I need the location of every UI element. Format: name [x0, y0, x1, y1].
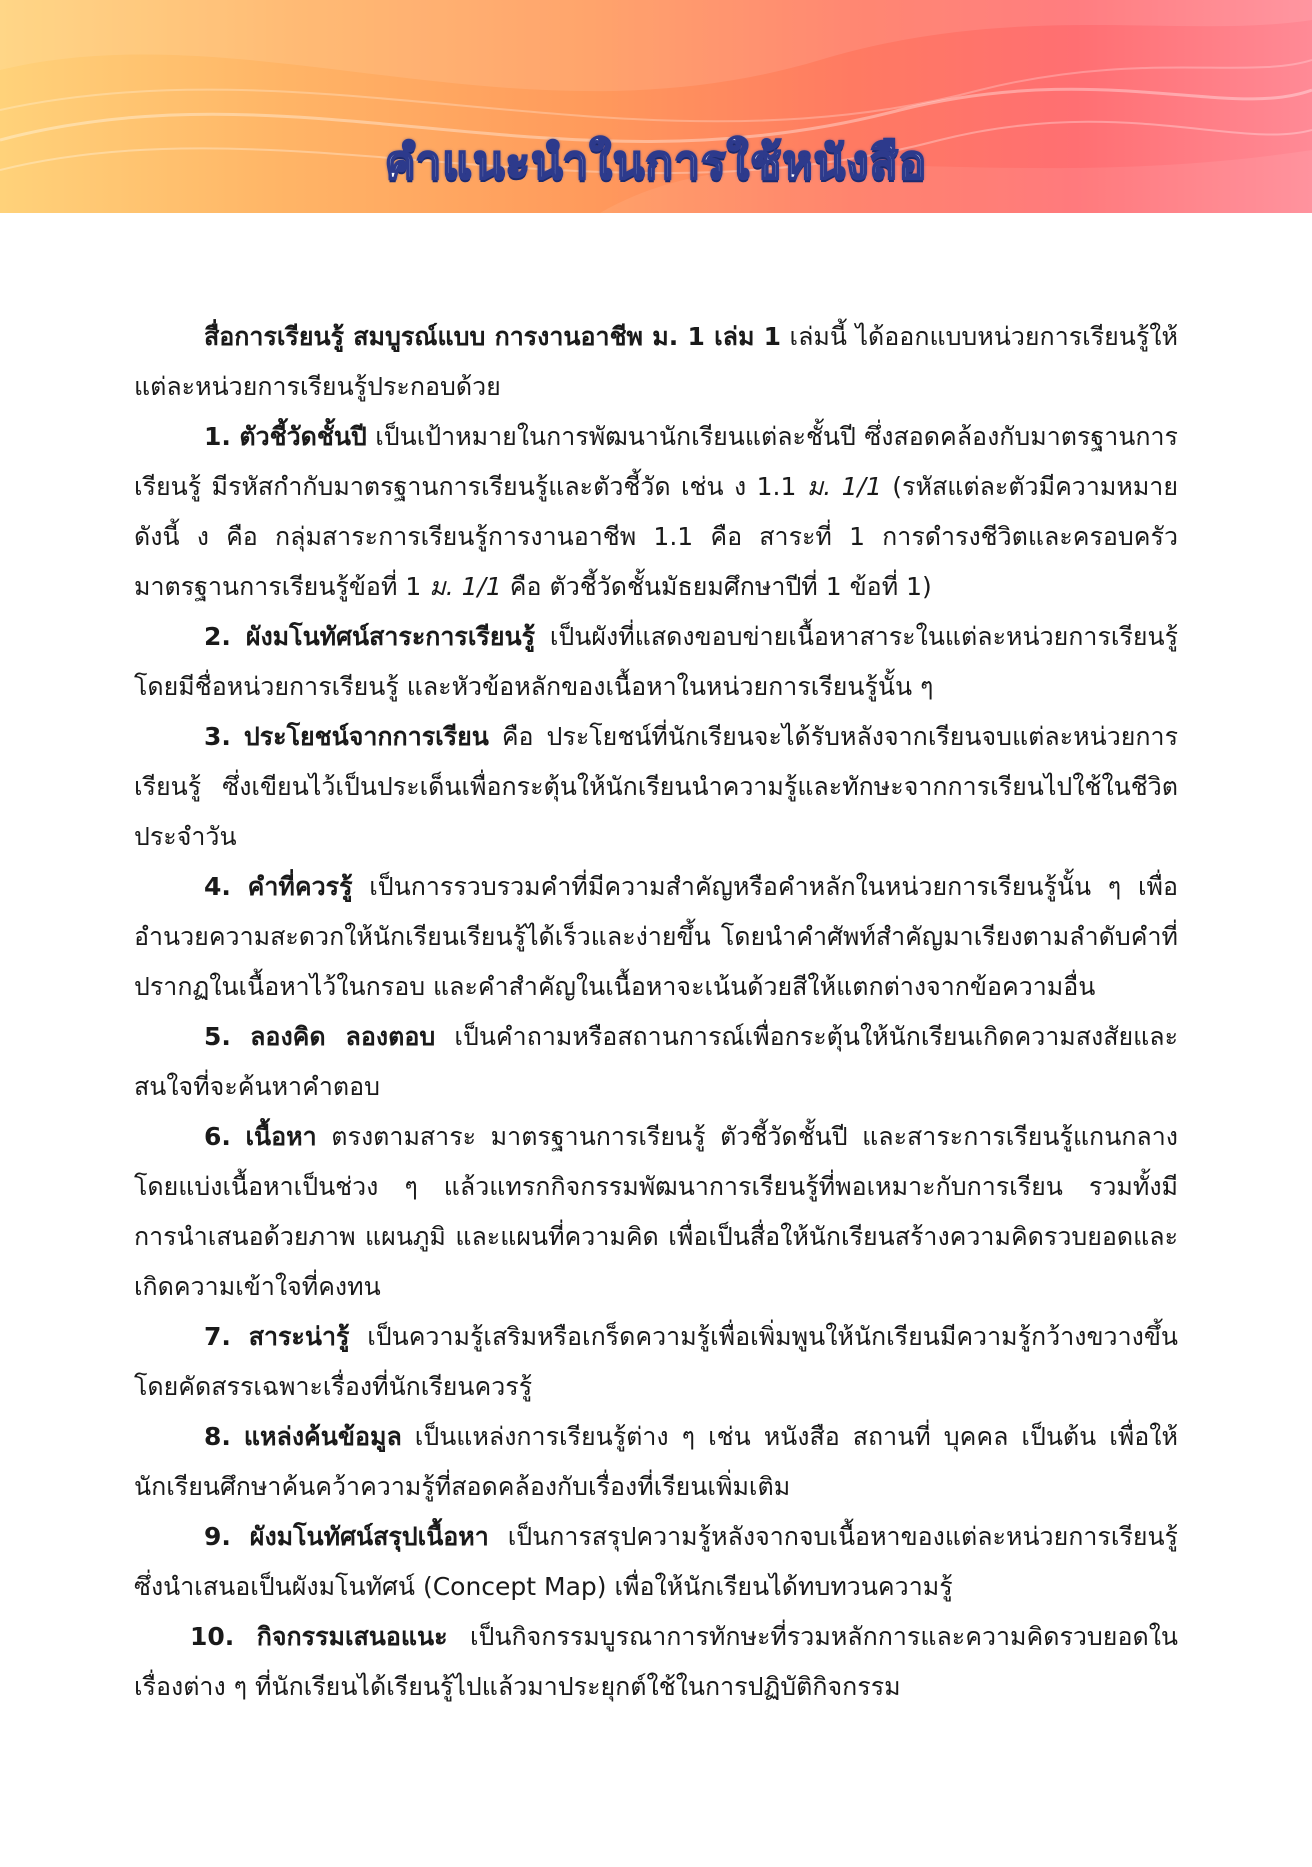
item-number: 7.: [204, 1322, 231, 1351]
list-item: [134, 1512, 1178, 1612]
page-title: คำแนะนำในการใช้หนังสือ: [384, 135, 928, 189]
item-number: 4.: [204, 872, 231, 901]
list-item: [134, 862, 1178, 1012]
item-text: เป็นความรู้เสริมหรือเกร็ดความรู้เพื่อเพิ่มพูนให้นักเรียนมีความรู้กว้างขวางขึ้นโดยคัดสรรเฉพาะเรื่องที่นักเรียนควรรู้: [134, 1322, 1178, 1401]
list-item: [134, 712, 1178, 862]
item-text: เป็นแหล่งการเรียนรู้ต่าง ๆ เช่น หนังสือ สถานที่ บุคคล เป็นต้น เพื่อให้นักเรียนศึกษาค้นคว้าความรู้ที่สอดคล้องกับเรื่องที่เรียนเพิ่มเติม: [134, 1422, 1178, 1501]
item-number: 3.: [204, 722, 231, 751]
item-text: เป็นเป้าหมายในการพัฒนานักเรียนแต่ละชั้นปี ซึ่งสอดคล้องกับมาตรฐานการเรียนรู้ มีรหัสกำกับมาตรฐานการเรียนรู้และตัวชี้วัด เช่น ง 1.1: [134, 422, 1178, 501]
item-title: เนื้อหา: [245, 1122, 317, 1151]
list-item: [134, 1012, 1178, 1112]
list-item: [134, 612, 1178, 712]
item-text: เป็นผังที่แสดงขอบข่ายเนื้อหาสาระในแต่ละหน่วยการเรียนรู้ โดยมีชื่อหน่วยการเรียนรู้ และหัวข้อหลักของเนื้อหาในหน่วยการเรียนรู้นั้น ๆ: [134, 622, 1179, 701]
intro-paragraph: [134, 312, 1178, 412]
item-title: ผังมโนทัศน์สาระการเรียนรู้: [245, 622, 535, 651]
document-body: [134, 312, 1178, 1712]
list-item: [134, 1412, 1178, 1512]
item-text: เป็นการสรุปความรู้หลังจากจบเนื้อหาของแต่ละหน่วยการเรียนรู้ ซึ่งนำเสนอเป็นผังมโนทัศน์ (Concept Map) เพื่อให้นักเรียนได้ทบทวนความรู้: [134, 1522, 1178, 1601]
list-item: [134, 412, 1178, 612]
item-text: เป็นคำถามหรือสถานการณ์เพื่อกระตุ้นให้นักเรียนเกิดความสงสัยและสนใจที่จะค้นหาคำตอบ: [134, 1022, 1178, 1101]
item-title: ตัวชี้วัดชั้นปี: [239, 422, 367, 451]
item-title: ผังมโนทัศน์สรุปเนื้อหา: [249, 1522, 489, 1551]
item-text: คือ ประโยชน์ที่นักเรียนจะได้รับหลังจากเรียนจบแต่ละหน่วยการเรียนรู้ ซึ่งเขียนไว้เป็นประเด็นเพื่อกระตุ้นให้นักเรียนนำความรู้และทักษะจากการเรียนไปใช้ในชีวิตประจำวัน: [134, 722, 1178, 851]
item-title: กิจกรรมเสนอแนะ: [256, 1622, 448, 1651]
item-title: ประโยชน์จากการเรียน: [243, 722, 489, 751]
item-text: เป็นกิจกรรมบูรณาการทักษะที่รวมหลักการและความคิดรวบยอดในเรื่องต่าง ๆ ที่นักเรียนได้เรียนรู้ไปแล้วมาประยุกต์ใช้ในการปฏิบัติกิจกรรม: [134, 1622, 1178, 1701]
intro-text: เล่มนี้ ได้ออกแบบหน่วยการเรียนรู้ให้แต่ละหน่วยการเรียนรู้ประกอบด้วย: [134, 322, 1178, 401]
list-item: [134, 1312, 1178, 1412]
item-number: 10.: [190, 1622, 235, 1651]
item-number: 5.: [204, 1022, 231, 1051]
intro-bold-text: สื่อการเรียนรู้ สมบูรณ์แบบ การงานอาชีพ ม. 1 เล่ม 1: [204, 322, 782, 351]
item-title: สาระน่ารู้: [248, 1322, 350, 1351]
item-number: 8.: [204, 1422, 231, 1451]
item-number: 1.: [204, 422, 231, 451]
item-text: เป็นการรวบรวมคำที่มีความสำคัญหรือคำหลักในหน่วยการเรียนรู้นั้น ๆ เพื่ออำนวยความสะดวกให้นักเรียนเรียนรู้ได้เร็วและง่ายขึ้น โดยนำคำศัพท์สำคัญมาเรียงตามลำดับคำที่ปรากฏในเนื้อหาไว้ในกรอบ และคำสำคัญในเนื้อหาจะเน้นด้วยสีให้แตกต่างจากข้อความอื่น: [134, 872, 1179, 1001]
item-text: คือ ตัวชี้วัดชั้นมัธยมศึกษาปีที่ 1 ข้อที่ 1): [501, 572, 932, 601]
list-item: [134, 1612, 1178, 1712]
item-text: (รหัสแต่ละตัวมีความหมายดังนี้ ง คือ กลุ่มสาระการเรียนรู้การงานอาชีพ 1.1 คือ สาระที่ 1 การดำรงชีวิตและครอบครัว มาตรฐานการเรียนรู้ข้อที่ 1: [134, 472, 1178, 601]
item-title: แหล่งค้นข้อมูล: [243, 1422, 402, 1451]
item-title: คำที่ควรรู้: [247, 872, 353, 901]
item-number: 6.: [204, 1122, 231, 1151]
item-number: 9.: [204, 1522, 231, 1551]
item-text: ตรงตามสาระ มาตรฐานการเรียนรู้ ตัวชี้วัดชั้นปี และสาระการเรียนรู้แกนกลางโดยแบ่งเนื้อหาเป็นช่วง ๆ แล้วแทรกกิจกรรมพัฒนาการเรียนรู้ที่พอเหมาะกับการเรียน รวมทั้งมีการนำเสนอด้วยภาพ แผนภูมิ และแผนที่ความคิด เพื่อเป็นสื่อให้นักเรียนสร้างความคิดรวบยอดและเกิดความเข้าใจที่คงทน: [134, 1122, 1178, 1301]
item-number: 2.: [204, 622, 231, 651]
header-banner: [0, 0, 1312, 213]
item-code: ม. 1/1: [429, 572, 502, 601]
item-code: ม. 1/1: [806, 472, 882, 501]
list-item: [134, 1112, 1178, 1312]
item-title: ลองคิด ลองตอบ: [250, 1022, 436, 1051]
